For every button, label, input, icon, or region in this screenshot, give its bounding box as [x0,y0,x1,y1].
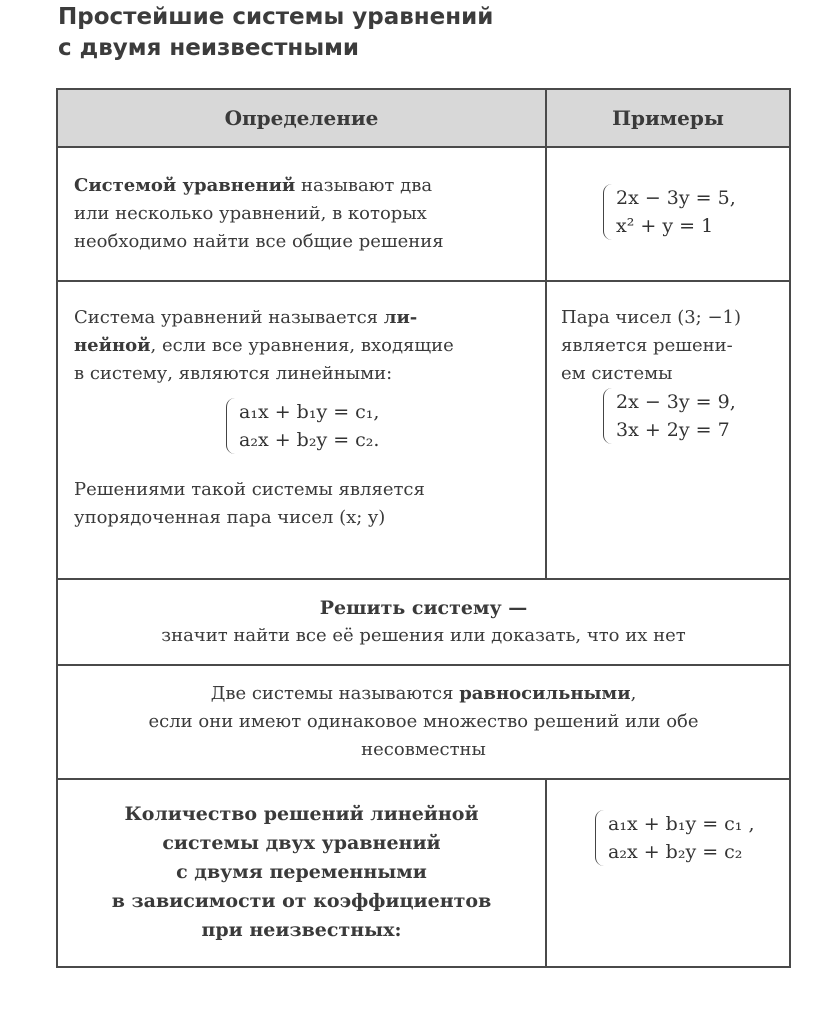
text-line: с двумя переменными [176,861,427,883]
table-row-linear-system [57,281,790,579]
text-span: , [630,683,637,704]
text-line: в зависимости от коэффициентов [111,890,492,912]
brace-icon [603,388,613,444]
title-line-1: Простейшие системы уравнений [58,4,494,30]
table-row-solution-count [57,779,790,967]
text-span: называют два [295,175,433,196]
text-line: Количество решений линейной [124,803,479,825]
text-line: или несколько уравнений, в которых [74,203,427,224]
table-row-system-definition [57,147,790,281]
text-line: если они имеют одинаковое множество решений или обе [148,711,699,732]
header-definition: Определение [57,89,546,147]
equation: a₂x + b₂y = c₂. [239,429,380,451]
text-line: ем системы [561,363,673,384]
equation: a₂x + b₂y = c₂ [608,841,743,863]
term-equivalent: равносильными [459,683,631,704]
term-linear-part: ли- [383,307,418,328]
equation-system [595,810,755,866]
text-line: Пара чисел (3; −1) [561,307,742,328]
term-linear: нейной [74,335,151,356]
text-line: системы двух уравнений [162,832,441,854]
definitions-table [56,88,791,968]
brace-icon [595,810,605,866]
equation: 2x − 3y = 9, [616,391,736,413]
cell-example [546,779,790,967]
table-row-solve-definition [57,579,790,665]
cell-example [546,147,790,281]
text-line: значит найти все её решения или доказать, что их нет [161,625,686,646]
brace-icon [603,184,613,240]
equation: 2x − 3y = 5, [616,187,736,209]
text-span: Две системы называются [210,683,460,704]
text-line: является решени- [561,335,733,356]
text-line: упорядоченная пара чисел (x; y) [74,507,386,528]
equation: x² + y = 1 [616,215,714,237]
table-row-equivalent [57,665,790,779]
equation: 3x + 2y = 7 [616,419,730,441]
text-line: при неизвестных: [201,919,402,941]
term-system: Системой уравнений [74,175,296,196]
cell-definition [57,147,546,281]
text-span: , если все уравнения, входящие [150,335,454,356]
text-line: необходимо найти все общие решения [74,231,444,252]
cell-definition [57,281,546,579]
equation-system [603,184,736,240]
text-span: Система уравнений называется [74,307,384,328]
cell-solve [57,579,790,665]
table-header-row [57,89,790,147]
page-title [58,2,493,64]
equation-system [603,388,736,444]
cell-equivalent [57,665,790,779]
cell-example [546,281,790,579]
text-line: несовместны [361,739,486,760]
text-line: в систему, являются линейными: [74,363,393,384]
brace-icon [226,398,236,454]
equation-system [226,398,379,454]
title-line-2: с двумя неизвестными [58,35,360,61]
header-examples: Примеры [546,89,790,147]
term-solve: Решить систему — [319,597,528,619]
equation: a₁x + b₁y = c₁ , [608,813,755,835]
cell-definition [57,779,546,967]
equation: a₁x + b₁y = c₁, [239,401,380,423]
text-line: Решениями такой системы является [74,479,425,500]
